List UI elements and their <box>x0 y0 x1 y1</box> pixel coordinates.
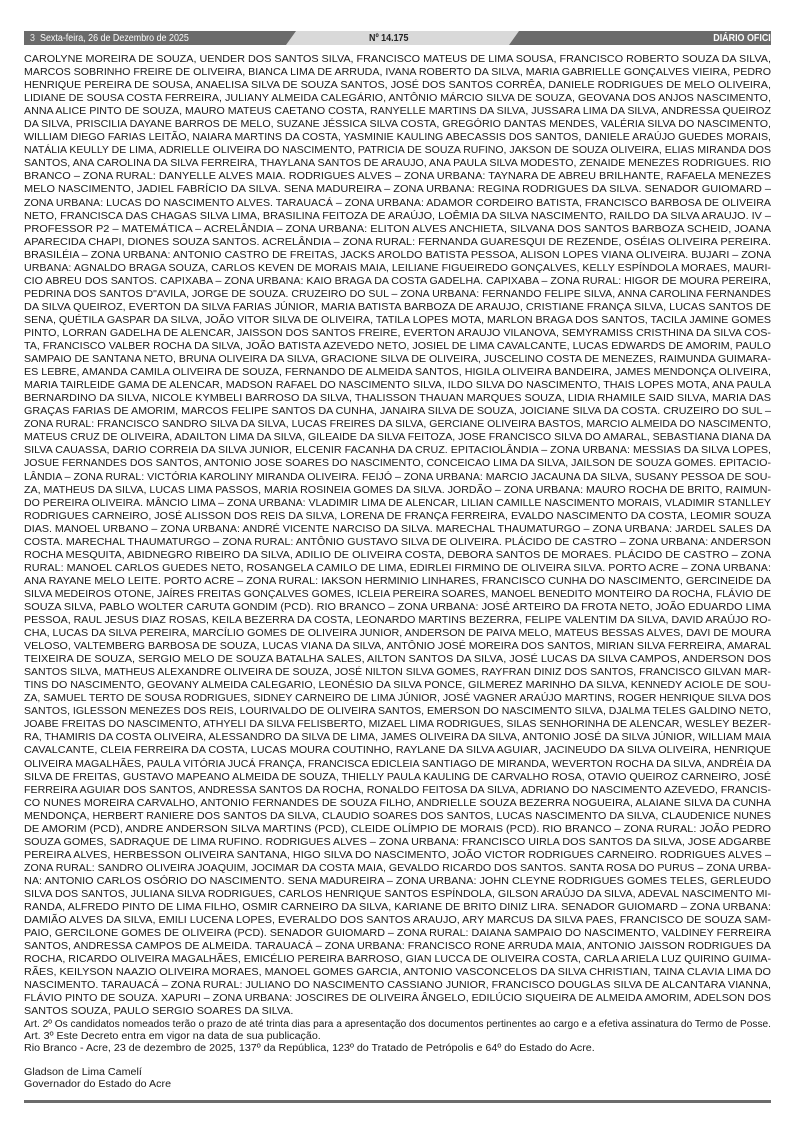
text-line-content: SILVA DOS SANTOS, JULIANA SILVA RODRIGUES, CARLOS HENRIQUE SANTOS ESPÍNDOLA, GILSON ARAÚJO DA SILVA, ADEVAL NASCIMENTO MI- <box>24 889 771 900</box>
text-line <box>24 418 771 431</box>
text-line <box>24 510 771 523</box>
text-line <box>24 627 771 640</box>
text-line <box>24 366 771 379</box>
text-line-content: CIO ABREU DOS SANTOS. CAPIXABA – ZONA URBANA: KAIO BRAGA DA COSTA GADELHA. CAPIXABA – ZONA RURAL: HIGOR DE MOURA PEREIRA, <box>24 275 771 287</box>
text-line-content: PINTO, LORRAN GADELHA DE ALENCAR, JAISSON DOS SANTOS FREIRE, EVERTON ARAUJO VILANOVA, SEMYRAMISS CRISTHINA DA SILVA COS- <box>24 327 771 339</box>
text-line <box>24 301 771 314</box>
text-line <box>24 718 771 731</box>
text-line <box>24 157 771 170</box>
place-and-date <box>24 1043 771 1055</box>
text-line <box>24 379 771 392</box>
text-line-content: NETO, FRANCISCA DAS CHAGAS SILVA LIMA, BRASILINA FEITOZA DE ARAÚJO, LOÊMIA DA SILVA NASCIMENTO, RAILDO DA SILVA ARAUJO. IV – <box>24 210 771 222</box>
text-line-content: FERREIRA AGUIAR DOS SANTOS, ANDRESSA SANTOS DA ROCHA, RONALDO FEITOSA DA SILVA, ADRIANO DO NASCIMENTO AZEVEDO, FRANCIS- <box>24 784 771 796</box>
text-line-content: FLÁVIO PINTO DE SOUZA. XAPURI – ZONA URBANA: JOSCIRES DE OLIVEIRA ÂNGELO, EDILÚCIO SIQUEIRA DE ALMEIDA AMORIM, ADELSON DOS <box>24 993 771 1005</box>
article-3-text: Art. 3º Este Decreto entra em vigor na data de sua publicação. <box>24 1031 321 1042</box>
text-line-content: RODRIGUES CARNEIRO, JOSÉ ALISSON DOS REIS DA SILVA, LORENA DE FRANÇA FERREIRA, EVALDO NASCIMENTO DA COSTA, LEOMIR SOUZA <box>24 510 772 522</box>
text-line-content: COSTA. MARECHAL THAUMATURGO – ZONA RURAL: ANTÔNIO GUSTAVO SILVA DE OLIVEIRA. PLÁCIDO DE CASTRO – ZONA URBANA: ANDERSON <box>24 536 771 548</box>
text-line-content: DAMIÃO ALVES DA SILVA, EMILI LUCENA LOPES, EVERALDO DOS SANTOS ARAUJO, ARY MARCUS DA SILVA PAES, FRANCISCO DE SOUZA SAM- <box>24 915 771 927</box>
text-line-content: BERNARDINO DA SILVA, NICOLE KYMBELI BARROSO DA SILVA, THALISSON THAUAN MARQUES SOUZA, LIDIA RHAMILE SAID SILVA, MARIA DAS <box>24 393 771 405</box>
text-line-content: BRASILÉIA – ZONA URBANA: ANTONIO CASTRO DE FREITAS, JACKS AROLDO BATISTA PESSOA, ALISON LOPES VIANA OLIVEIRA. BUJARI – ZONA <box>24 249 771 261</box>
text-line-content: ZONA RURAL: FRANCISCO SANDRO SILVA DA SILVA, LUCAS FREIRES DA SILVA, GERCIANE OLIVEIRA BASTOS, MARCIO ALMEIDA DO NASCIMENTO, <box>24 419 771 431</box>
text-line-content: ZONA RURAL: SANDRO OLIVEIRA JOAQUIM, JOCIMAR DA COSTA MAIA, GEVALDO RICARDO DOS SANTOS. SANTA ROSA DO PURUS – ZONA URBA- <box>24 862 771 874</box>
signatory-title-text: Governador do Estado do Acre <box>24 1079 172 1090</box>
text-line <box>24 92 771 105</box>
text-line <box>24 601 771 614</box>
text-line-content: MARCOS SOBRINHO FREIRE DE OLIVEIRA, BIANCA LIMA DE ARRUDA, IVANA ROBERTO DA SILVA, MARIA GABRIELLE GONÇALVES VIEIRA, PEDRO <box>24 67 771 79</box>
text-line-content: SAMPAIO DE SANTANA NETO, BRUNA OLIVEIRA DA SILVA, GRACIONE SILVA DE OLIVEIRA, JUSCELINO COSTA DE MENEZES, RAIMUNDA GUIMARA- <box>24 354 772 366</box>
text-line-content: ANA RAYANE MELO LEITE. PORTO ACRE – ZONA RURAL: IAKSON HERMINIO LINHARES, FRANCISCO CUNHA DO NASCIMENTO, GERCINEIDE DA <box>24 575 771 587</box>
text-line-content: CAROLYNE MOREIRA DE SOUZA, UENDER DOS SANTOS SILVA, FRANCISCO MATEUS DE LIMA SOUSA, FRANCISCO ROBERTO SOUZA DA SILVA, <box>24 54 771 65</box>
text-line <box>24 771 771 784</box>
text-line-content: BRANCO – ZONA RURAL: DANYELLE ALVES MAIA. RODRIGUES ALVES – ZONA URBANA: TAYNARA DE ABREU BRILHANTE, RAFAELA MENEZES <box>24 171 771 183</box>
text-line <box>24 966 771 979</box>
text-line-content: SOUZA GOMES, SADRAQUE DE LIMA RUFINO. RODRIGUES ALVES – ZONA URBANA: FRANCISCO UIRLA DOS SANTOS DA SILVA, JOSE ADGARBE <box>24 836 771 848</box>
text-line-content: RURAL: MANOEL CARLOS GUEDES NETO, ROSANGELA CAMILO DE LIMA, EDIRLEI FIRMINO DE OLIVEIRA SILVA. PORTO ACRE – ZONA URBANA: <box>24 562 771 574</box>
text-line <box>24 640 771 653</box>
nomination-list-paragraph <box>24 53 771 1018</box>
text-line-content: ROCHA MESQUITA, ABIDNEGRO RIBEIRO DA SILVA, ADILIO DE OLIVEIRA COSTA, DEBORA SANTOS DE MORAES. PLÁCIDO DE CASTRO – ZONA <box>24 549 771 561</box>
text-line <box>24 197 771 210</box>
text-line-content: NA: ANTONIO CARLOS OSÓRIO DO NASCIMENTO. SENA MADUREIRA – ZONA URBANA: JOHN CLEYNE RODRIGUES GOMES TELES, GERLEUDO <box>24 875 771 887</box>
text-line-content: JOABE FREITAS DO NASCIMENTO, ATHYELI DA SILVA FELISBERTO, MIZAEL LIMA RODRIGUES, SILAS SENHORINHA DE ALENCAR, WESLEY BEZER- <box>24 719 771 731</box>
text-line <box>24 457 771 470</box>
text-line-content: OLIVEIRA MAGALHÃES, PAULA VITÓRIA JUCÁ FRANÇA, FRANCISCA EDICLEIA SANTIAGO DE MIRANDA, WEVERTON ROCHA DA SILVA, ANDRÉIA DA <box>24 758 771 770</box>
text-line-content: PROFESSOR P2 – MATEMÁTICA – ACRELÂNDIA – ZONA URBANA: ELITON ALVES ANCHIETA, SILVANA DOS SANTOS BARBOZA SCHEID, JOANA <box>24 223 771 235</box>
text-line-content: WILLIAM DIEGO FARIAS LEITÃO, NAIARA MARTINS DA COSTA, YASMINIE KAULING ABECASSIS DOS SANTOS, DANIELE ARAÚJO GUEDES MORAIS, <box>24 132 771 144</box>
article-3 <box>24 1031 771 1043</box>
text-line-content: MARIA TAIRLEIDE GAMA DE ALENCAR, MADSON RAFAEL DO NASCIMENTO SILVA, ILDO SILVA DO NASCIMENTO, THAIS LOPES MOTA, ANA PAULA <box>24 380 771 392</box>
text-line <box>24 79 771 92</box>
text-line <box>24 210 771 223</box>
page-number: 3 <box>30 32 35 44</box>
text-line <box>24 497 771 510</box>
text-line-content: URBANA: AGNALDO BRAGA SOUZA, CARLOS KEVEN DE MORAIS MAIA, LEILIANE FIGUEIREDO GONÇALVES, KELLY ESPÍNDOLA MORAES, MAURI- <box>24 262 771 274</box>
text-line <box>24 236 771 249</box>
text-line <box>24 588 771 601</box>
text-line-content: RA, THAMIRIS DA COSTA OLIVEIRA, ALESSANDRO DA SILVA DE LIMA, JAMES OLIVEIRA DA SILVA, ANTONIO JOSÉ DA SILVA JÚNIOR, WILLIAM MAIA <box>24 732 771 744</box>
text-line-content: PESSOA, RAUL JESUS DIAZ ROSAS, KEILA BEZERRA DA COSTA, LEONARDO MARTINS BEZERRA, FELIPE VALENTIM DA SILVA, DAVID ARAÚJO RO- <box>24 615 771 627</box>
text-line <box>24 849 771 862</box>
text-line <box>24 914 771 927</box>
text-line-content: RÃES, KEILYSON NAAZIO OLIVEIRA MORAES, MANOEL GOMES GARCIA, ANTONIO VASCONCELOS DA SILVA CHRISTIAN, TAINA CLAVIA LIMA DO <box>24 967 771 979</box>
text-line-content: MATEUS CRUZ DE OLIVEIRA, ADAILTON LIMA DA SILVA, GILEAIDE DA SILVA FEITOZA, JOSE FRANCISCO SILVA DO AMARAL, SEBASTIANA DIANA DA <box>24 432 771 444</box>
text-line-content: PEDRINA DOS SANTOS D"AVILA, JORGE DE SOUZA. CRUZEIRO DO SUL – ZONA URBANA: FERNANDO FELIPE SILVA, ANNA CAROLINA FERNANDES <box>24 288 771 300</box>
text-line <box>24 262 771 275</box>
text-line-content: SENA, QUÉTILA GASPAR DA SILVA, JOÃO VITOR SILVA DE OLIVEIRA, TATILA LOPES MOTA, MARLON BRAGA DOS SANTOS, TACILA JAMINE GOMES <box>24 314 771 326</box>
place-and-date-text: Rio Branco - Acre, 23 de dezembro de 2025, 137º da República, 123º do Tratado de Petrópolis e 64º do Estado do Acre. <box>24 1043 595 1054</box>
text-line <box>24 979 771 992</box>
text-line <box>24 131 771 144</box>
issue-number: Nº 14.175 <box>369 32 409 44</box>
text-line-content: SANTOS, ANA CAROLINA DA SILVA FERREIRA, THAYLANA SANTOS DE ARAUJO, ANA PAULA SILVA MODESTO, ZENAIDE MENEZES RODRIGUES. RIO <box>24 158 772 170</box>
text-line-content: TA, FRANCISCO VALBER ROCHA DA SILVA, JOÃO BATISTA AZEVEDO NETO, JOSIEL DE LIMA CAVALCANTE, LUCAS EDWARDS DE AMORIM, PAULO <box>24 341 771 353</box>
text-line <box>24 927 771 940</box>
text-line-content: DE AMORIM (PCD), ANDRE ANDERSON SILVA MARTINS (PCD), CLEIDE OLÍMPIO DE MORAIS (PCD). RIO BRANCO – ZONA RURAL: JOÃO PEDRO <box>24 823 771 835</box>
text-line-content: ANNA ALICE PINTO DE SOUZA, MAURO MATEUS CAETANO COSTA, RANYELLE MARTINS DA SILVA, JUSSARA LIMA DA SILVA, ANDRESSA QUEIROZ <box>24 106 771 118</box>
text-line <box>24 249 771 262</box>
text-line-content: ZA, SAMUEL TERTO DE SOUSA RODRIGUES, SIDNEY CARNEIRO DE LIMA JÚNIOR, JOSÉ VAGNER ARAÚJO MARTINS, ROGER HENRIQUE SILVA DOS <box>24 693 771 705</box>
text-line-content: CHA, LUCAS DA SILVA PEREIRA, MARCÍLIO GOMES DE OLIVEIRA JUNIOR, ANDERSON DE PAIVA MELO, MATEUS BESSAS ALVES, DAVI DE MOURA <box>24 628 771 640</box>
text-line-content: DA SILVA, PRISCILIA DAYANE BARROS DE MELO, SUZANE JÉSSICA SILVA COSTA, GREGÓRIO DANTAS MENDES, VALÉRIA SILVA DO NASCIMENTO, <box>24 119 771 131</box>
text-line-content: SILVA CAUASSA, DARIO CORREIA DA SILVA JUNIOR, ELCENIR FACANHA DA CRUZ. EPITACIOLÂNDIA – ZONA URBANA: MESSIAS DA SILVA LOPES, <box>24 445 771 457</box>
text-line-content: RANDA, ALFREDO PINTO DE LIMA FILHO, OSMIR CARNEIRO DA SILVA, KARIANE DE BRITO DINIZ LIRA. SENADOR GUIOMARD – ZONA URBANA: <box>24 902 771 914</box>
text-line <box>24 314 771 327</box>
text-line <box>24 327 771 340</box>
text-line-content: SANTOS, IGLESSON MENEZES DOS REIS, LOURIVALDO DE OLIVEIRA SANTOS, EMERSON DO NASCIMENTO SILVA, DJALMA TELES GALDINO NETO, <box>24 706 771 718</box>
issue-date: Sexta-feira, 26 de Dezembro de 2025 <box>40 32 189 44</box>
text-line-content: GRAÇAS FARIAS DE AMORIM, MARCOS FELIPE SANTOS DA CUNHA, JANAIRA SILVA DE SOUZA, JOICIANE SILVA DA COSTA. CRUZEIRO DO SUL – <box>24 406 771 418</box>
text-line <box>24 744 771 757</box>
text-line <box>24 431 771 444</box>
text-line-content: LIDIANE DE SOUSA COSTA FERREIRA, JULIANY ALMEIDA CALEGÁRIO, ANTÔNIO MÁRCIO SILVA DE SOUZA, GEOVANA DOS ANJOS NASCIMENTO, <box>24 93 771 105</box>
text-line-content: SANTOS, ANDRESSA CAMPOS DE ALMEIDA. TARAUACÁ – ZONA URBANA: FRANCISCO RONE ARRUDA MAIA, ANTONIO JAISSON RODRIGUES DA <box>24 941 771 953</box>
footer-rule <box>24 1100 771 1103</box>
text-line <box>24 223 771 236</box>
text-line-content: DA SILVA QUEIROZ, EVERTON DA SILVA FARIAS JÚNIOR, MARIA BATISTA BARBOZA DE ARAUJO, CRISTIANE FRANÇA SILVA, LUCAS SANTOS DE <box>24 301 771 313</box>
text-line <box>24 797 771 810</box>
text-line <box>24 614 771 627</box>
text-line-content: ZA, MATHEUS DA SILVA, LUCAS LIMA PASSOS, MARIA ROSINEIA GOMES DA SILVA. JORDÃO – ZONA URBANA: MAURO ROCHA DE BRITO, RAIMUN- <box>24 484 771 496</box>
text-line-content: SILVA MEDEIROS OTONE, JAÍRES FREITAS GONÇALVES GOMES, ICLEIA PEREIRA SOARES, MANOEL BENEDITO MONTEIRO DA ROCHA, FLÁVIO DE <box>24 588 771 600</box>
text-line-content: HENRIQUE PEREIRA DE SOUSA, ANAELISA SILVA DE SOUZA SANTOS, JOSÉ DOS SANTOS CORRÊA, DANIELE RODRIGUES DE MELO OLIVEIRA, <box>24 80 771 92</box>
text-line <box>24 862 771 875</box>
text-line <box>24 784 771 797</box>
text-line <box>24 66 771 79</box>
text-line <box>24 275 771 288</box>
text-line <box>24 471 771 484</box>
text-line-content: CO NUNES MOREIRA CARVALHO, ANTONIO FERNANDES DE SOUZA FILHO, ANDRIELLE SOUZA BEZERRA NOGUEIRA, ALAIANE SILVA DA CUNHA <box>24 797 771 809</box>
text-line-content: PAIO, GERCILONE GOMES DE OLIVEIRA (PCD). SENADOR GUIOMARD – ZONA RURAL: DAIANA SAMPAIO DO NASCIMENTO, VALDINEY FERREIRA <box>24 928 771 940</box>
text-line-content: NASCIMENTO. TARAUACÁ – ZONA RURAL: JULIANO DO NASCIMENTO CASSIANO JUNIOR, FRANCISCO DOUGLAS SILVA DE ALCANTARA VIANNA, <box>24 980 772 992</box>
text-line <box>24 823 771 836</box>
text-line-content: MELO NASCIMENTO, JADIEL FABRÍCIO DA SILVA. SENA MADUREIRA – ZONA URBANA: REGINA RODRIGUES DA SILVA. SENADOR GUIOMARD – <box>24 184 771 196</box>
text-line <box>24 353 771 366</box>
text-line-content: ZONA URBANA: LUCAS DO NASCIMENTO ALVES. TARAUACÁ – ZONA URBANA: ADAMOR CORDEIRO BATISTA, FRANCISCO BARBOSA DE OLIVEIRA <box>24 197 771 209</box>
text-line <box>24 888 771 901</box>
text-line <box>24 1005 771 1018</box>
text-line-content: SILVA DE FREITAS, GUSTAVO MAPEANO ALMEIDA DE SOUZA, THIELLY PAULA KAULING DE CARVALHO ROSA, OTAVIO QUEIROZ CARNEIRO, JOSÉ <box>24 771 771 783</box>
text-line <box>24 484 771 497</box>
text-line <box>24 144 771 157</box>
text-line-content: SANTOS SILVA, MATHEUS ALEXANDRE OLIVEIRA DE SOUZA, JOSÉ NILTON SILVA GOMES, RAYFRAN DINIZ DOS SANTOS, FRANCISCO GILVAN MAR- <box>24 667 771 679</box>
text-line <box>24 288 771 301</box>
page-header-bar <box>24 31 783 45</box>
text-line-content: APARECIDA CHAPI, DIONES SOUZA SANTOS. ACRELÂNDIA – ZONA RURAL: FERNANDA GUARESQUI DE REZENDE, OSÉIAS OLIVEIRA PEREIRA. <box>24 236 771 248</box>
text-line-content: TINS DO NASCIMENTO, GEOVANY ALMEIDA CALEGARIO, LEONÉSIO DA SILVA PONCE, GILMEREZ MARINHO DA SILVA, KENNEDY ACIOLE DE SOU- <box>24 680 771 692</box>
text-line-content: SOUZA SILVA, PABLO WOLTER CARUTA GONDIM (PCD). RIO BRANCO – ZONA URBANA: JOSÉ ARTEIRO DA FROTA NETO, JOÃO EDUARDO LIMA <box>24 601 771 613</box>
text-line-content: TEIXEIRA DE SOUZA, SERGIO MELO DE SOUZA BATALHA SALES, AILTON SANTOS DA SILVA, JOSÉ LUCAS DA SILVA CAMPOS, ANDERSON DOS <box>24 654 771 666</box>
text-line-content: JOSUE FERNANDES DOS SANTOS, ANTONIO JOSE SOARES DO NASCIMENTO, CONCEICAO LIMA DA SILVA, JAILSON DE SOUZA GOMES. EPITACIO- <box>24 458 771 470</box>
text-line <box>24 940 771 953</box>
text-line-content: CAVALCANTE, CLEIA FERREIRA DA COSTA, LUCAS MOURA COUTINHO, RAYLANE DA SILVA AGUIAR, JACINEUDO DA SILVA OLIVEIRA, HENRIQUE <box>24 745 771 757</box>
text-line <box>24 536 771 549</box>
signatory-name <box>24 1067 771 1079</box>
text-line-content: MENDONÇA, HERBERT RANIERE DOS SANTOS DA SILVA, CLAUDIO SOARES DOS SANTOS, LUCAS NASCIMENTO DA SILVA, CLAUDENICE NUNES <box>24 810 771 822</box>
signatory-name-text: Gladson de Lima Camelí <box>24 1067 142 1078</box>
text-line-content: SANTOS SOUZA, PAULO SERGIO SOARES DA SILVA. <box>24 1006 294 1018</box>
text-line <box>24 731 771 744</box>
text-line-content: DO PEREIRA OLIVEIRA. MÂNCIO LIMA – ZONA URBANA: VLADIMIR LIMA DE ALENCAR, LILIAN CAMILLE NASCIMENTO MORAIS, VLADIMIR STANLLEY <box>24 497 771 509</box>
text-line <box>24 992 771 1005</box>
text-line <box>24 575 771 588</box>
text-line <box>24 105 771 118</box>
text-line <box>24 118 771 131</box>
text-line <box>24 953 771 966</box>
article-2 <box>24 1019 771 1031</box>
text-line-content: DIAS. MANOEL URBANO – ZONA URBANA: ANDRÉ VICENTE NARCISO DA SILVA. MARECHAL THAUMATURGO – ZONA URBANA: JARDEL SALES DA <box>24 523 772 535</box>
text-line <box>24 392 771 405</box>
text-line <box>24 705 771 718</box>
text-line <box>24 875 771 888</box>
text-line <box>24 679 771 692</box>
text-line <box>24 836 771 849</box>
text-line <box>24 170 771 183</box>
text-line <box>24 562 771 575</box>
text-line <box>24 810 771 823</box>
text-line <box>24 523 771 536</box>
text-line <box>24 758 771 771</box>
text-line <box>24 901 771 914</box>
text-line-content: ES LEBRE, AMANDA CAMILA OLIVEIRA DE SOUZA, FERNANDO DE ALMEIDA SANTOS, HIGILA OLIVEIRA BANDEIRA, JAMES MENDONÇA OLIVEIRA, <box>24 367 771 379</box>
decree-closing <box>24 1019 771 1091</box>
text-line <box>24 183 771 196</box>
publication-title: DIÁRIO OFICIAL <box>713 32 783 44</box>
text-line-content: VELOSO, VALTEMBERG BARBOSA DE SOUZA, LUCAS VIANA DA SILVA, ANTÔNIO JOSÉ MOREIRA DOS SANTOS, MIRIAN SILVA FERREIRA, AMARAL <box>24 641 771 653</box>
text-line <box>24 340 771 353</box>
text-line-content: LÂNDIA – ZONA RURAL: VICTÓRIA KAROLINY MIRANDA OLIVEIRA. FEIJÓ – ZONA URBANA: MARCIO JACAUNA DA SILVA, SUSANY PESSOA DE SOU- <box>24 471 771 483</box>
text-line <box>24 666 771 679</box>
text-line <box>24 692 771 705</box>
text-line-content: PEREIRA ALVES, HERBESSON OLIVEIRA SANTANA, HIGO SILVA DO NASCIMENTO, JOÃO VICTOR RODRIGUES CARNEIRO. RODRIGUES ALVES – <box>24 849 771 861</box>
text-line <box>24 53 771 66</box>
text-line-content: NATÁLIA KEULLY DE LIMA, ADRIELLE OLIVEIRA DO NASCIMENTO, PATRICIA DE SOUZA RUFINO, JAKSON DE SOUZA OLIVEIRA, ELIAS MIRANDA DOS <box>24 145 771 157</box>
text-line <box>24 549 771 562</box>
text-line <box>24 444 771 457</box>
article-2-text: Art. 2º Os candidatos nomeados terão o prazo de até trinta dias para a apresentação dos documentos pertinentes ao cargo e a efetiva assinatura do Termo de Posse. <box>24 1019 771 1030</box>
text-line <box>24 405 771 418</box>
signatory-title <box>24 1079 771 1091</box>
text-line <box>24 653 771 666</box>
text-line-content: ROCHA, RICARDO OLIVEIRA MAGALHÃES, EMICÉLIO PEREIRA BARROSO, GIAN LUCCA DE OLIVEIRA COSTA, CARLA ARIELA LUZ QUIRINO GUIMA- <box>24 954 772 966</box>
